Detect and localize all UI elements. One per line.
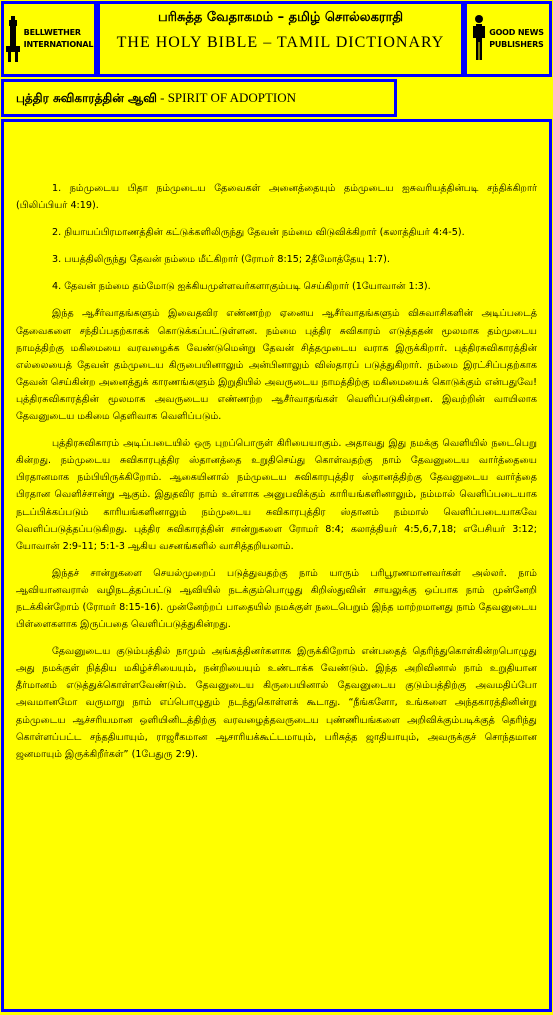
right-logo-line1: GOOD NEWS xyxy=(489,28,544,37)
good-news-logo xyxy=(464,1,552,77)
left-logo-line2: INTERNATIONAL xyxy=(23,40,94,49)
right-logo-line2: PUBLISHERS xyxy=(489,40,544,49)
topic-tamil: புத்திர சுவிகாரத்தின் ஆவி xyxy=(16,91,157,105)
title-banner xyxy=(97,1,464,77)
bellwether-sheep-icon xyxy=(5,14,21,64)
paragraph: 1. நம்முடைய பிதா நம்முடைய தேவைகள் அனைத்தையும் தம்முடைய ஐசுவரியத்தின்படி சந்திக்கிறார் (பிலிப்பியர் 4:19). xyxy=(16,183,537,212)
title-tamil: பரிசுத்த வேதாகமம் – தமிழ் சொல்லகராதி xyxy=(157,10,404,25)
paragraph: இந்த ஆசீர்வாதங்களும் இவைதவிர எண்ணற்ற ஏனைய ஆசீர்வாதங்களும் விசுவாசிகளின் அடிப்படைத் தேவைகளை சந்திப்பதற்காகக் கொடுக்கப்பட்டுள்ளன. நம்மை புத்திர சுவிகாரம் எடுத்ததன் மூலமாக தம்முடைய நாமத்திற்கு மகிமையை வரவழைக்க வேண்டுமென்று தேவன் சித்தமுடைய வராக இருக்கிறார். புத்திரசுவிகாரத்தின் எல்லையைத் தேவன் தம்முடைய கிருபையினாலும் அன்பினாலும் விஸ்தாரப் படுத்துகிறார். நம்மை இரட்சிப்பதற்காக தேவன் செய்கின்ற அனைத்துக் காரணங்களும் இறுதியில் அவருடைய நாமத்திற்கு மகிமையைக் கொடுக்கும் என்பதுவே! புத்திரசுவிகாரத்தின் மூலமாக அவருடைய எண்ணற்ற ஆசீர்வாதங்கள் வெளிப்படுகின்றன. இவற்றின் வாயிலாக தேவனுடைய மகிமை தெளிவாக வெளிப்படும். xyxy=(16,308,537,423)
paragraph: இந்தச் சான்றுகளை செயல்முறைப் படுத்துவதற்கு நாம் யாரும் பரிபூரணமானவர்கள் அல்லர். நாம் ஆவியானவரால் வழிநடத்தப்பட்டு ஆவியில் நடக்கும்பொழுது கிறிஸ்துவின் சாயலுக்கு ஒப்பாக நாம் முன்னேறி நடக்கின்றோம் (ரோமர் 8:15-16). முன்னேற்றப் பாதையில் நமக்குள் நடைபெறும் இந்த மாற்றமானது நாம் தேவனுடைய பிள்ளைகளாக இருப்பதை வெளிப்படுத்துகின்றது. xyxy=(16,567,537,631)
paragraph: 2. நியாயப்பிரமாணத்தின் கட்டுக்களிலிருந்து தேவன் நம்மை விடுவிக்கிறார் (கலாத்தியர் 4:4-5). xyxy=(52,227,465,239)
left-logo-line1: BELLWETHER xyxy=(23,28,81,37)
bellwether-logo xyxy=(1,1,97,77)
topic-english: - SPIRIT OF ADOPTION xyxy=(156,90,297,105)
content-panel xyxy=(1,119,552,1012)
article-body xyxy=(16,180,537,773)
paragraph: 3. பயத்திலிருந்து தேவன் நம்மை மீட்கிறார் (ரோமர் 8:15; 2தீமோத்தேயு 1:7). xyxy=(52,254,390,266)
paragraph: தேவனுடைய குடும்பத்தில் நாமும் அங்கத்தினர்களாக இருக்கிறோம் என்பதைத் தெரிந்துகொள்கின்றபொழுது அது நமக்குள் நித்திய மகிழ்ச்சியையும், நன்றியையும் உண்டாக்க வேண்டும். இந்த அறிவினால் நாம் உறுதியான தீர்மானம் எடுத்துக்கொள்ளவேண்டும். தேவனுடைய கிருபையினால் தேவனுடைய குடும்பத்திற்கு அவமதிப்போ அவமானமோ வருமாறு நாம் எப்பொழுதும் நடந்துகொள்ளக் கூடாது. “நீங்களோ, உங்களை அந்தகாரத்தினின்று தம்முடைய ஆச்சரியமான ஒளியினிடத்திற்கு வரவழைத்தவருடைய புண்ணியங்களை அறிவிக்கும்படிக்குத் தெரிந்து கொள்ளப்பட்ட சந்ததியாயும், ராஜரீகமான ஆசாரியக்கூட்டமாயும், பரிசுத்த ஜாதியாயும், அவருக்குச் சொந்தமான ஜனமாயும் இருக்கிறீர்கள்” (1பேதுரு 2:9). xyxy=(16,646,537,760)
good-news-figure-icon xyxy=(472,14,486,64)
paragraph: புத்திரசுவிகாரம் அடிப்படையில் ஒரு புறப்பொருள் கிரியையாகும். அதாவது இது நமக்கு வெளியில் நடைபெறு கின்றது. நம்முடைய சுவிகாரபுத்திர ஸ்தானத்தை உறுதிசெய்து கொள்வதற்கு நாம் தேவனுடைய வார்த்தையை பிரதானமாக நம்பியிருக்கிறோம். ஆகையினால் நம்முடைய சுவிகாரபுத்திர ஸ்தானத்திற்கு தேவனுடைய வார்த்தை பிரதான வெளிச்சான்று ஆகும். இதுதவிர நாம் உள்ளாக அனுபவிக்கும் காரியங்களினாலும், நம்மால் வெளிப்படையாக நடப்பிக்கப்படும் காரியங்களினாலும் நம்முடைய சுவிகாரபுத்திர ஸ்தானம் நம்மால் வெளிப்படையாகவே வெளிப்படுத்தப்படுகிறது. புத்திர சுவிகாரத்தின் சான்றுகளை ரோமர் 8:4; கலாத்தியர் 4:5,6,7,18; எபேசியர் 3:12; யோவான் 2:9-11; 5:1-3 ஆகிய வசனங்களில் வாசித்தறியலாம். xyxy=(16,438,537,552)
title-english: THE HOLY BIBLE – TAMIL DICTIONARY xyxy=(116,34,445,51)
topic-heading-box xyxy=(1,79,397,117)
topic-heading xyxy=(4,82,394,107)
paragraph: 4. தேவன் நம்மை தம்மோடு ஐக்கியமுள்ளவர்களாகும்படி செய்கிறார் (1யோவான் 1:3). xyxy=(52,281,431,293)
